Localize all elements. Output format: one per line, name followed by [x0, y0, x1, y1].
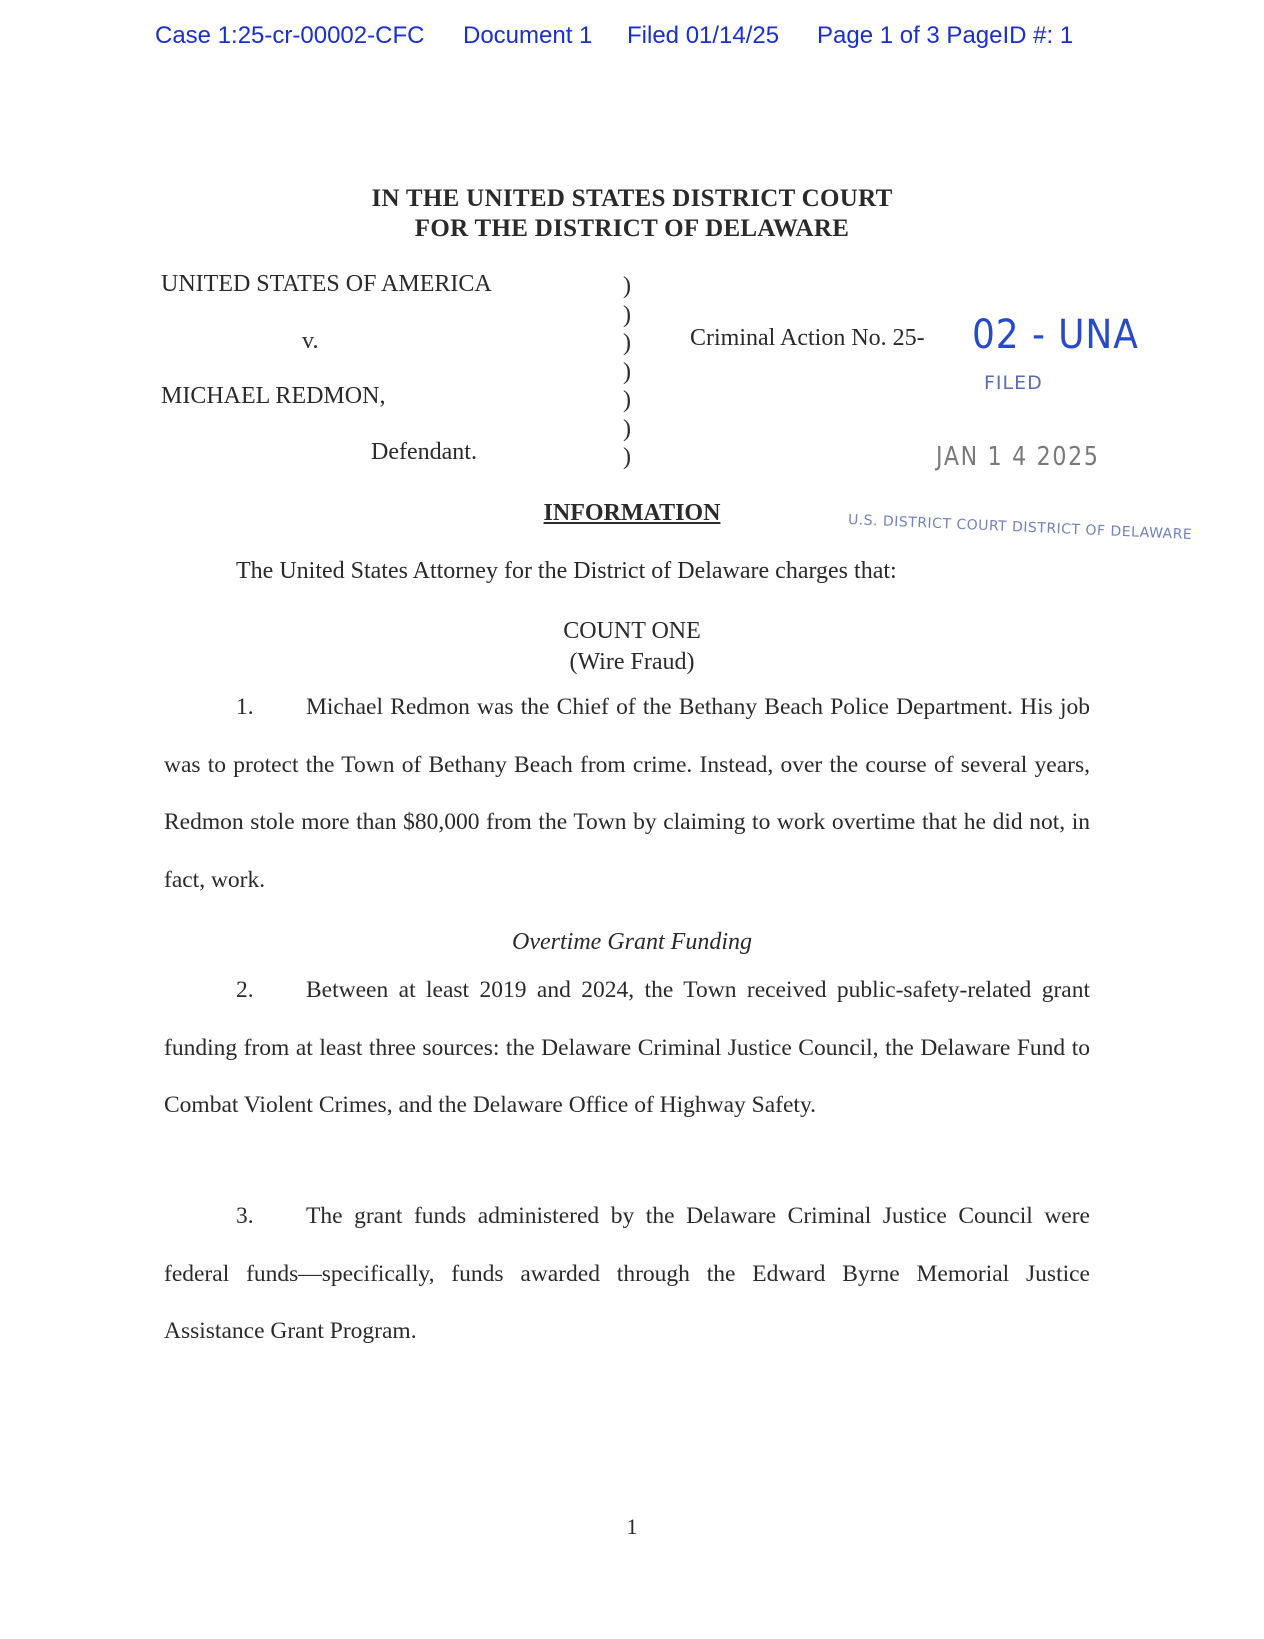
paragraph-text: Michael Redmon was the Chief of the Bethany Beach Police Department. His job was to protect the Town of Bethany Beach from crime. Instead, over the course of several years, Redmon stole more than $80,000 from the Town by claiming to work overtime that he did not, in fact, work. — [164, 694, 1090, 893]
court-line-2: FOR THE DISTRICT OF DELAWARE — [414, 215, 850, 242]
intro-text: The United States Attorney for the District of Delaware charges that: — [236, 558, 897, 584]
ecf-page-info: Page 1 of 3 PageID #: 1 — [817, 22, 1074, 49]
filed-stamp-court: U.S. DISTRICT COURT DISTRICT OF DELAWARE — [847, 512, 1193, 544]
paragraph-text: Between at least 2019 and 2024, the Town received public-safety-related grant funding from at least three sources: the Delaware Criminal Justice Council, the Delaware Fund to Combat Violent Crimes, and the Delaware Office of Highway Safety. — [164, 977, 1090, 1118]
paragraph-number: 3. — [236, 1203, 254, 1229]
filed-stamp-date: JAN 1 4 2025 — [936, 442, 1100, 472]
plaintiff: UNITED STATES OF AMERICA — [161, 271, 492, 297]
paragraph-3 — [164, 1188, 1090, 1361]
criminal-action-label: Criminal Action No. 25- — [690, 325, 925, 351]
paragraph-1 — [164, 679, 1090, 909]
subheading: Overtime Grant Funding — [512, 929, 752, 955]
paragraph-number: 1. — [236, 694, 254, 720]
paragraph-2 — [164, 962, 1090, 1135]
defendant-name: MICHAEL REDMON, — [161, 383, 386, 409]
versus: v. — [302, 328, 319, 354]
ecf-document: Document 1 — [463, 22, 593, 49]
court-line-1: IN THE UNITED STATES DISTRICT COURT — [371, 185, 893, 212]
count-subtitle: (Wire Fraud) — [569, 649, 695, 675]
document-title: INFORMATION — [543, 500, 721, 526]
count-heading — [0, 616, 1264, 678]
paragraph-number: 2. — [236, 977, 254, 1003]
criminal-action-handwritten-number: 02 - UNA — [972, 312, 1139, 358]
ecf-case-number: Case 1:25-cr-00002-CFC — [155, 22, 425, 49]
caption-parens: ) ) ) ) ) ) ) — [623, 273, 631, 470]
count-title: COUNT ONE — [563, 618, 701, 644]
ecf-filed-date: Filed 01/14/25 — [627, 22, 780, 49]
defendant-label: Defendant. — [371, 439, 477, 465]
court-heading — [0, 184, 1264, 244]
paragraph-text: The grant funds administered by the Delaware Criminal Justice Council were federal funds—specifically, funds awarded through the Edward Byrne Memorial Justice Assistance Grant Program. — [164, 1203, 1090, 1344]
page-number: 1 — [626, 1514, 638, 1539]
filed-stamp-label: FILED — [984, 372, 1043, 394]
